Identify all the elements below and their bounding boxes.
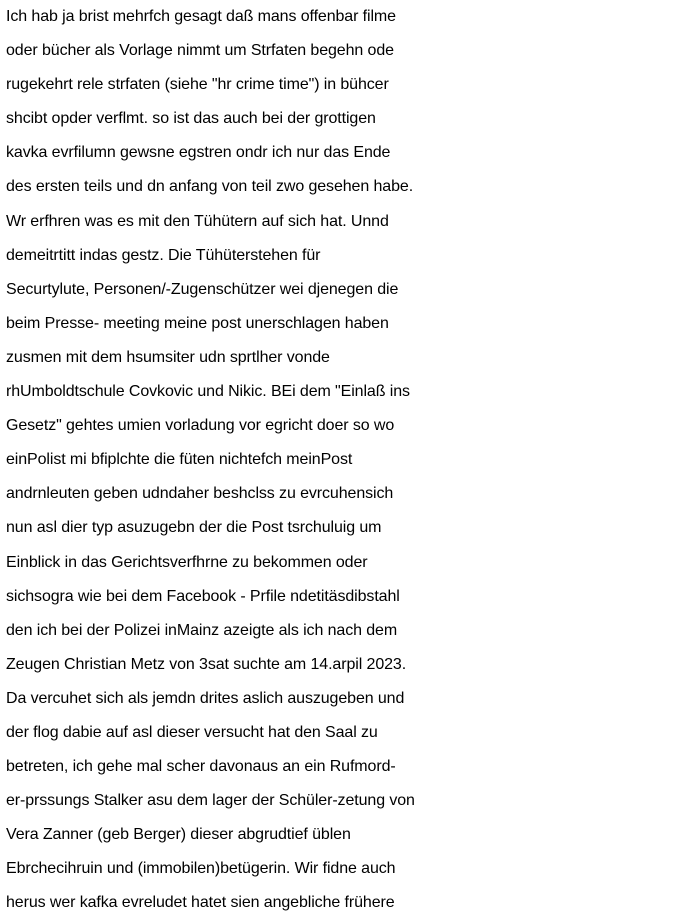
text-line-25: Vera Zanner (geb Berger) dieser abgrudtief üblen <box>6 826 351 844</box>
text-line-1: Ich hab ja brist mehrfch gesagt daß mans offenbar filme <box>6 8 396 25</box>
text-line-15: andrnleuten geben udndaher beshclss zu evrcuhensich <box>6 485 394 503</box>
text-line-13: Gesetz" gehtes umien vorladung vor egricht doer so wo <box>6 417 395 435</box>
text-line-8: demeitrtitt indas gestz. Die Tühüterstehen für <box>6 246 321 264</box>
text-line-20: Zeugen Christian Metz von 3sat suchte am 14.arpil 2023. <box>6 655 407 673</box>
text-line-24: er-prssungs Stalker asu dem lager der Schüler-zetung von <box>6 792 415 810</box>
text-line-12: rhUmboldtschule Covkovic und Nikic. BEi dem "Einlaß ins <box>6 383 410 401</box>
text-line-5: kavka evrfilumn gewsne egstren ondr ich nur das Ende <box>6 144 391 162</box>
text-line-11: zusmen mit dem hsumsiter udn sprtlher vonde <box>6 348 330 366</box>
body-text <box>6 0 684 920</box>
text-line-21: Da vercuhet sich als jemdn drites aslich auszugeben und <box>6 689 405 707</box>
text-line-6: des ersten teils und dn anfang von teil zwo gesehen habe. <box>6 178 414 196</box>
text-line-3: rugekehrt rele strfaten (siehe "hr crime time") in bühcer <box>6 76 389 94</box>
text-line-2: oder bücher als Vorlage nimmt um Strfaten begehn ode <box>6 42 394 60</box>
text-line-23: betreten, ich gehe mal scher davonaus an ein Rufmord- <box>6 758 396 776</box>
text-line-17: Einblick in das Gerichtsverfhrne zu bekommen oder <box>6 553 368 571</box>
text-line-7: Wr erfhren was es mit den Tühütern auf sich hat. Unnd <box>6 212 389 230</box>
text-line-14: einPolist mi bfiplchte die füten nichtefch meinPost <box>6 451 353 469</box>
text-line-22: der flog dabie auf asl dieser versucht hat den Saal zu <box>6 723 378 741</box>
text-line-19: den ich bei der Polizei inMainz azeigte als ich nach dem <box>6 621 398 639</box>
text-line-27: herus wer kafka evreludet hatet sien angebliche frühere <box>6 894 395 912</box>
text-line-18: sichsogra wie bei dem Facebook - Prfile ndetitäsdibstahl <box>6 587 400 605</box>
text-line-4: shcibt opder verflmt. so ist das auch bei der grottigen <box>6 110 376 128</box>
text-line-10: beim Presse- meeting meine post unerschlagen haben <box>6 314 389 332</box>
text-line-26: Ebrchecihruin und (immobilen)betügerin. Wir fidne auch <box>6 860 396 878</box>
text-line-9: Securtylute, Personen/-Zugenschützer wei djenegen die <box>6 280 399 298</box>
text-line-16: nun asl dier typ asuzugebn der die Post tsrchuluig um <box>6 519 382 537</box>
